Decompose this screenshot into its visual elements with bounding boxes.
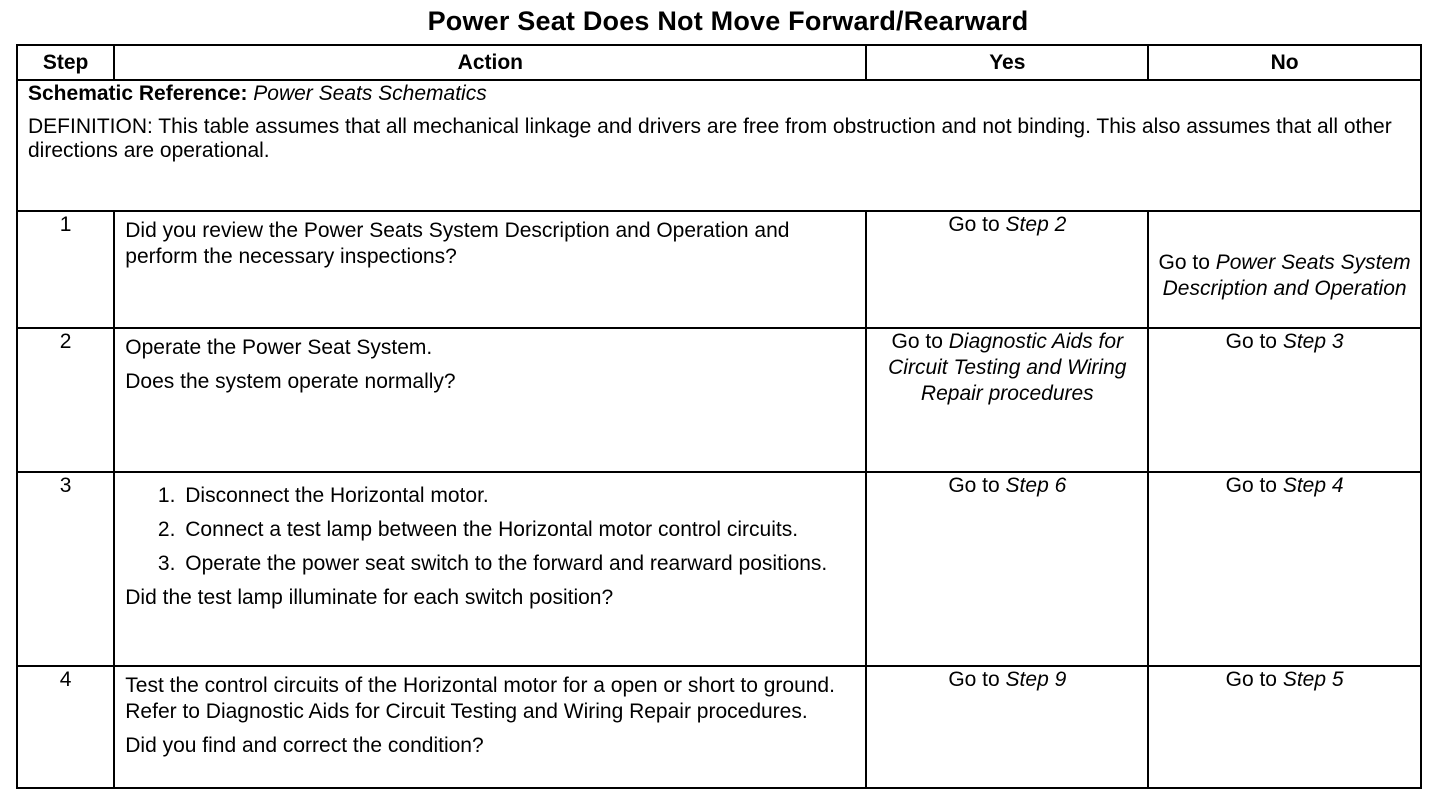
yes-cell (866, 472, 1148, 666)
table-row (17, 328, 1421, 472)
list-item: 3. Operate the power seat switch to the forward and rearward positions. (181, 551, 855, 577)
schematic-reference (28, 81, 1410, 107)
action-steps-list (125, 483, 855, 577)
list-item: 2. Connect a test lamp between the Horizontal motor control circuits. (181, 517, 855, 543)
table-row (17, 472, 1421, 666)
yes-reference: Step 2 (1005, 213, 1067, 236)
no-cell (1148, 211, 1421, 328)
step-number: 3 (17, 472, 114, 666)
no-reference: Step 5 (1282, 668, 1344, 691)
table-row (17, 666, 1421, 788)
no-cell (1148, 328, 1421, 472)
step-number: 4 (17, 666, 114, 788)
yes-prefix: Go to (948, 213, 1000, 236)
yes-reference: Diagnostic Aids for Circuit Testing and Wiring Repair procedures (888, 330, 1127, 405)
header-action: Action (114, 45, 866, 80)
diagnostic-table (16, 44, 1422, 789)
reference-cell (17, 80, 1421, 211)
no-prefix: Go to (1225, 330, 1277, 353)
schematic-reference-label: Schematic Reference: (28, 82, 248, 105)
yes-prefix: Go to (948, 474, 1000, 497)
no-reference: Step 3 (1282, 330, 1344, 353)
yes-prefix: Go to (891, 330, 943, 353)
action-cell (114, 472, 866, 666)
action-text: Operate the Power Seat System. (125, 336, 433, 359)
no-prefix: Go to (1225, 474, 1277, 497)
reference-row (17, 80, 1421, 211)
action-text: Did you review the Power Seats System Description and Operation and perform the necessary inspections? (125, 219, 790, 268)
action-cell (114, 328, 866, 472)
no-cell (1148, 472, 1421, 666)
yes-cell (866, 328, 1148, 472)
yes-cell (866, 666, 1148, 788)
action-cell (114, 666, 866, 788)
no-cell (1148, 666, 1421, 788)
yes-reference: Step 6 (1005, 474, 1067, 497)
action-question: Did you find and correct the condition? (125, 734, 484, 757)
no-reference: Step 4 (1282, 474, 1344, 497)
step-number: 1 (17, 211, 114, 328)
action-question: Did the test lamp illuminate for each switch position? (125, 586, 614, 609)
no-prefix: Go to (1158, 250, 1210, 274)
schematic-reference-link: Power Seats Schematics (253, 82, 487, 105)
table-row (17, 211, 1421, 328)
header-row (17, 45, 1421, 80)
no-reference: Power Seats System Description and Operation (1162, 250, 1411, 300)
yes-reference: Step 9 (1005, 668, 1067, 691)
header-step: Step (17, 45, 114, 80)
action-text: Test the control circuits of the Horizontal motor for a open or short to ground. Refer to Diagnostic Aids for Circuit Testing and Wiring Repair procedures. (125, 674, 835, 723)
action-cell (114, 211, 866, 328)
definition-text: DEFINITION: This table assumes that all mechanical linkage and drivers are free from obstruction and not binding. This also assumes that all other directions are operational. (28, 115, 1392, 162)
step-number: 2 (17, 328, 114, 472)
no-prefix: Go to (1225, 668, 1277, 691)
header-yes: Yes (866, 45, 1148, 80)
page-title: Power Seat Does Not Move Forward/Rearward (427, 6, 1029, 36)
yes-cell (866, 211, 1148, 328)
header-no: No (1148, 45, 1421, 80)
action-question: Does the system operate normally? (125, 370, 456, 393)
yes-prefix: Go to (948, 668, 1000, 691)
list-item: 1. Disconnect the Horizontal motor. (181, 483, 855, 509)
